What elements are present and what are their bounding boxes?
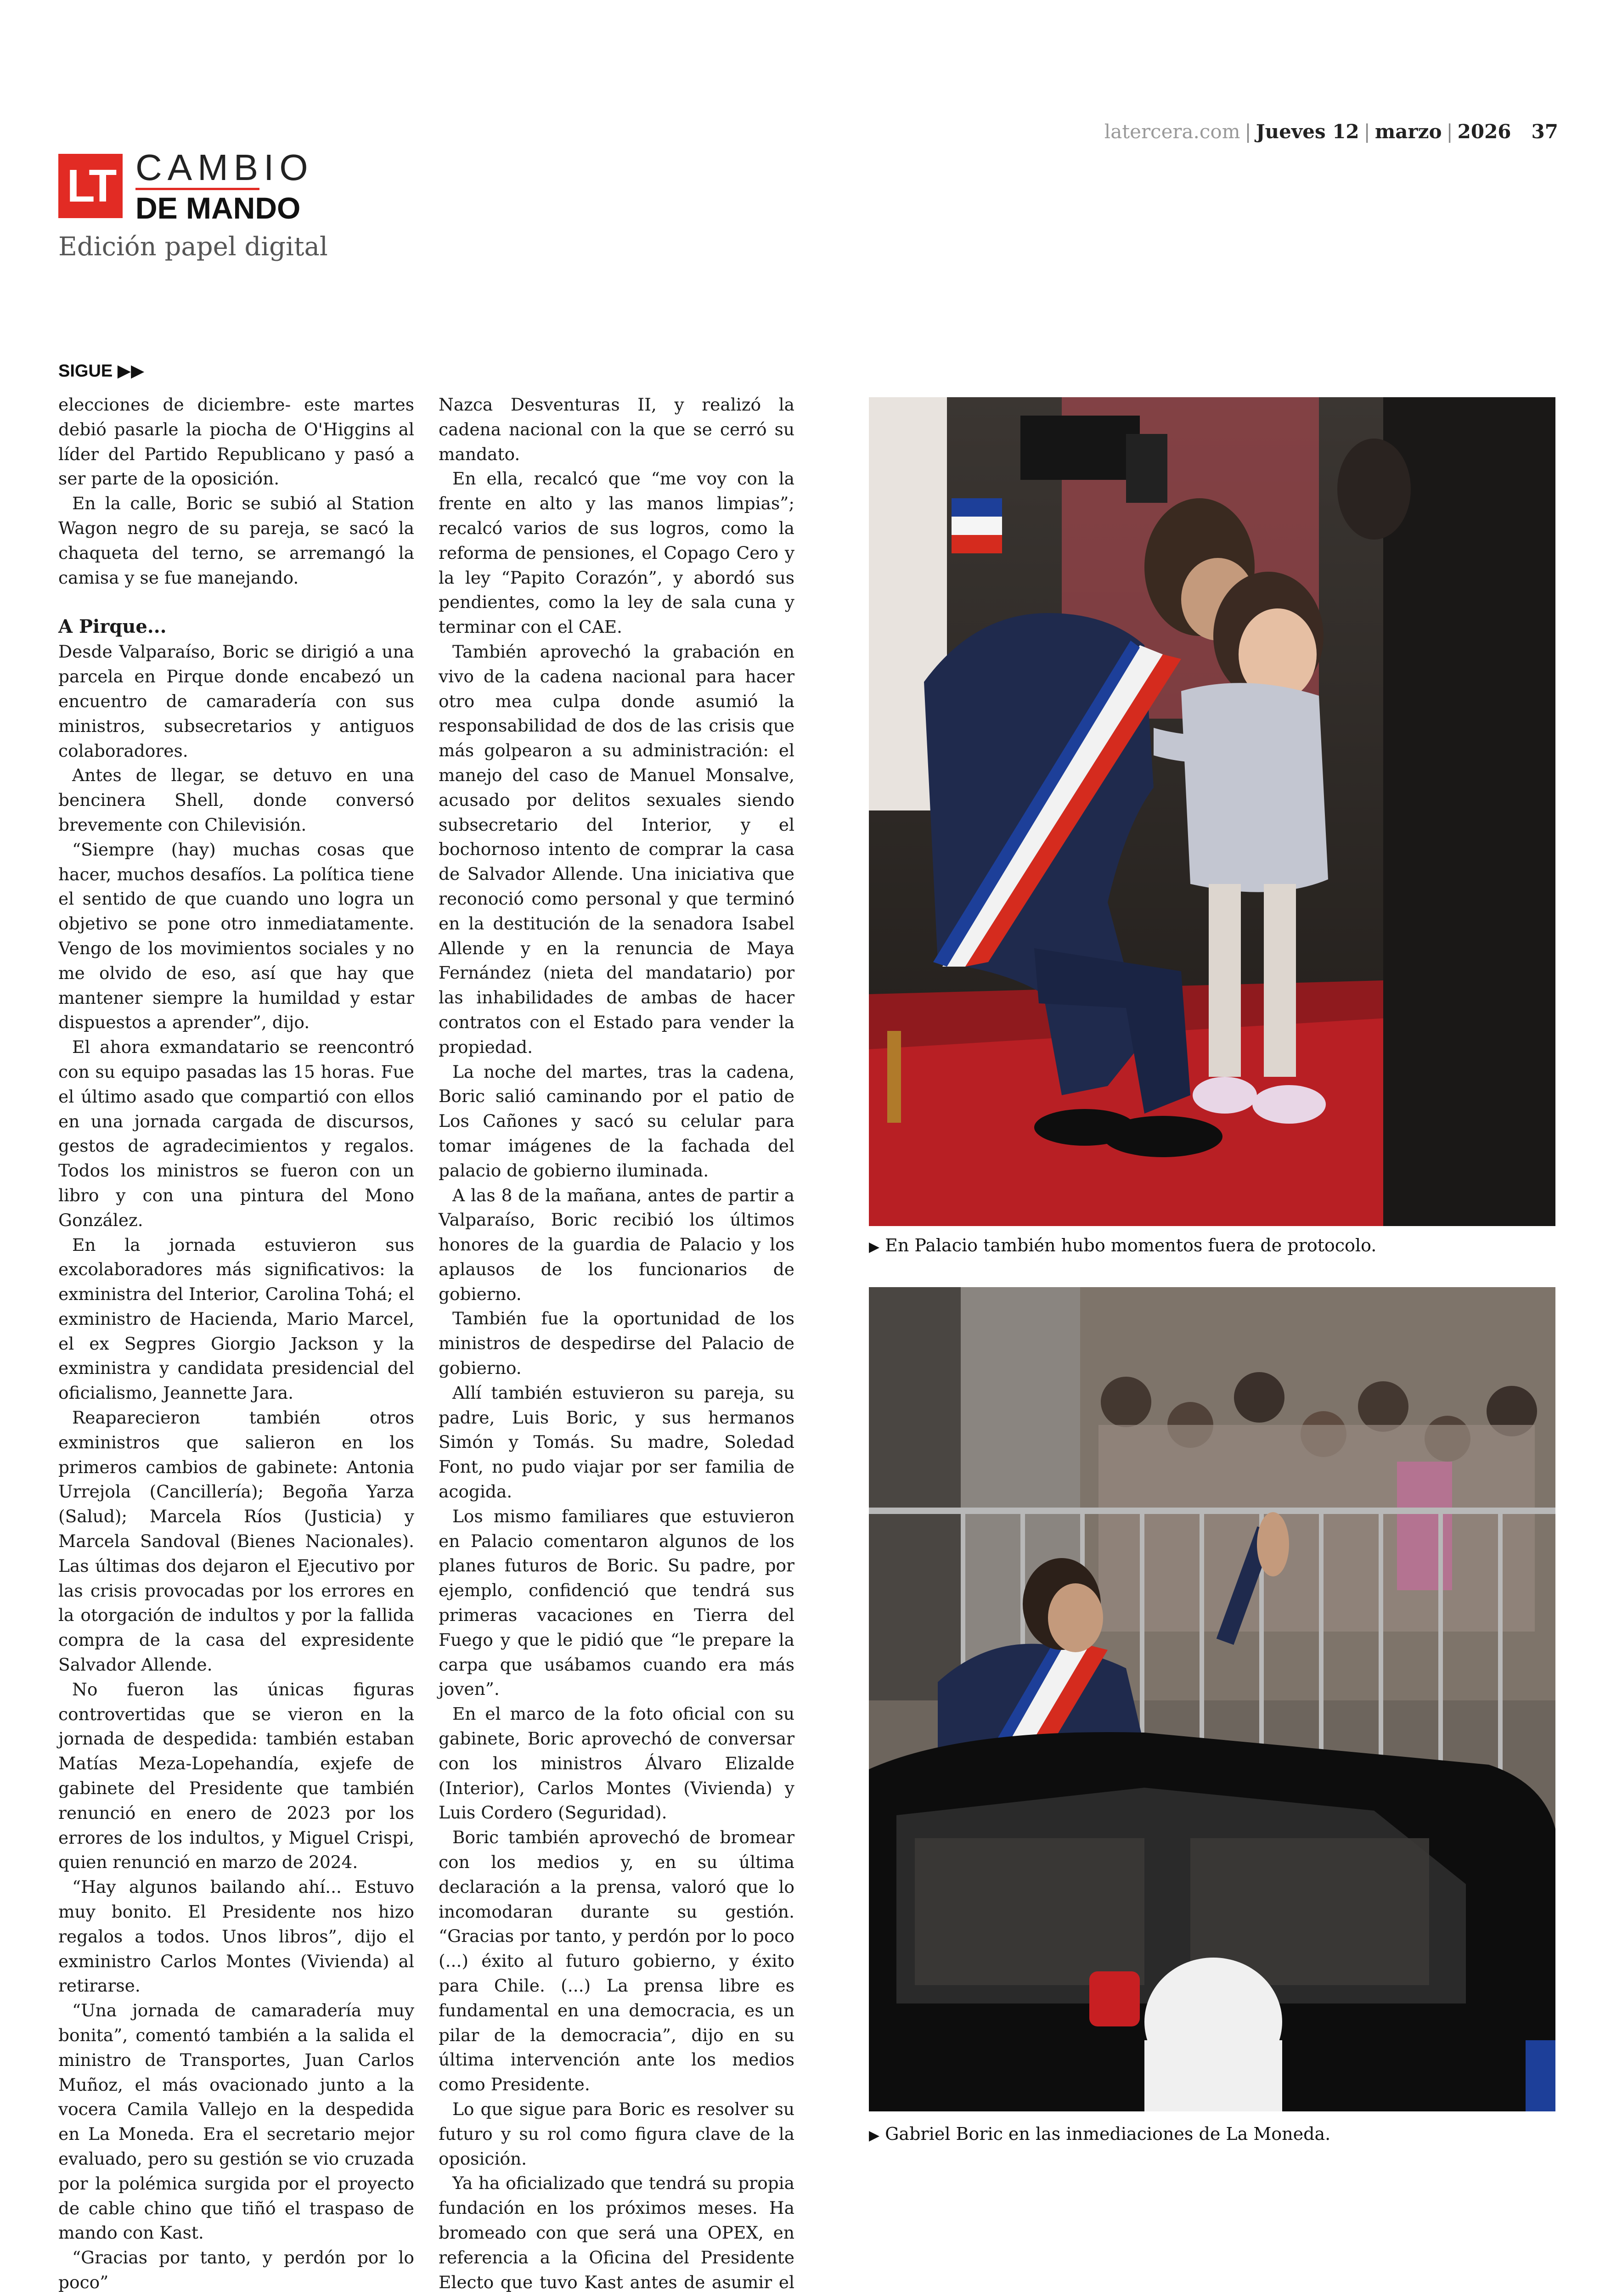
paragraph: Los mismo familiares que estuvieron en Palacio comentaron algunos de los planes futuros de Boric. Su padre, por ejemplo, confidenció que tendrá sus primeras vacaciones en Tierra del Fuego y que le pidió que “le prepare la carpa que usábamos cuando era más joven”. <box>439 1506 794 1699</box>
caption-marker-icon: ▶ <box>869 2127 880 2144</box>
caption-text: Gabriel Boric en las inmediaciones de La Moneda. <box>885 2124 1331 2144</box>
paragraph: Lo que sigue para Boric es resolver su futuro y su rol como figura clave de la oposición. <box>439 2099 794 2169</box>
paragraph: Desde Valparaíso, Boric se dirigió a una parcela en Pirque donde encabezó un encuentro de camaradería con sus ministros, subsecretarios y antiguos colaboradores. <box>58 642 414 761</box>
paragraph: “Hay algunos bailando ahí... Estuvo muy bonito. El Presidente nos hizo regalos a todos. Unos libros”, dijo el exministro Carlos Montes (Vivienda) al retirarse. <box>58 1877 414 1996</box>
edition-label: Edición papel digital <box>58 232 328 262</box>
page-number: 37 <box>1531 120 1558 143</box>
paragraph: “Una jornada de camaradería muy bonita”, comentó también a la salida el ministro de Transportes, Juan Carlos Muñoz, el más ovacionado junto a la vocera Camila Vallejo en la despedida en La Moneda. Era el secretario mejor evaluado, pero su gestión se vio cruzada por la polémica surgida por el proyecto de cable chino que tiñó el traspaso de mando con Kast. <box>58 2000 414 2243</box>
article-column-2 <box>439 393 794 2296</box>
section-title <box>135 149 314 224</box>
subheading: A Pirque... <box>58 616 167 638</box>
photo-boric-hug-illustration <box>869 397 1555 1226</box>
paragraph: En el marco de la foto oficial con su gabinete, Boric aprovechó de conversar con los ministros Álvaro Elizalde (Interior), Carlos Montes (Vivienda) y Luis Cordero (Seguridad). <box>439 1704 794 1823</box>
photo-boric-hug <box>869 397 1555 1226</box>
paragraph: Antes de llegar, se detuvo en una bencinera Shell, donde conversó brevemente con Chilevisión. <box>58 765 414 835</box>
paragraph: También fue la oportunidad de los ministros de despedirse del Palacio de gobierno. <box>439 1308 794 1379</box>
site-name: latercera.com <box>1104 120 1240 143</box>
paragraph: Allí también estuvieron su pareja, su padre, Luis Boric, y sus hermanos Simón y Tomás. Su madre, Soledad Font, no pudo viajar por ser familia de acogida. <box>439 1382 794 1502</box>
paragraph: No fueron las únicas figuras controvertidas que se vieron en la jornada de despedida: también estaban Matías Meza-Lopehandía, exjefe de gabinete del Presidente que también renunció en enero de 2023 por los errores de los indultos, y Miguel Crispi, quien renunció en marzo de 2024. <box>58 1679 414 1873</box>
lt-logo: LT <box>58 154 123 218</box>
caption-marker-icon: ▶ <box>869 1239 880 1255</box>
date-day: Jueves 12 <box>1256 120 1359 143</box>
continued-label: SIGUE ▶▶ <box>58 361 145 381</box>
paragraph: En la jornada estuvieron sus excolaboradores más significativos: la exministra del Interior, Carolina Tohá; el exministro de Hacienda, Mario Marcel, el ex Segpres Giorgio Jackson y la exministra y candidata presidencial del oficialismo, Jeannette Jara. <box>58 1234 414 1403</box>
date-month: marzo <box>1374 120 1442 143</box>
section-title-rule <box>135 188 259 190</box>
date-year: 2026 <box>1457 120 1511 143</box>
article-column-1 <box>58 393 414 2296</box>
paragraph <box>58 2295 414 2296</box>
page-header-meta: latercera.com | Jueves 12 | marzo | 2026 37 <box>1104 120 1558 143</box>
paragraph: Nazca Desventuras II, y realizó la cadena nacional con la que se cerró su mandato. <box>439 394 794 464</box>
caption-text: En Palacio también hubo momentos fuera de protocolo. <box>885 1235 1377 1255</box>
paragraph: Boric también aprovechó de bromear con los medios y, en su última declaración a la prensa, valoró que lo incomodaran durante su gestión. “Gracias por tanto, y perdón por lo poco (...) éxito al futuro gobierno, y éxito para Chile. (...) La prensa libre es fundamental en una democracia, es un pilar de la democracia”, dijo en su última intervención ante los medios como Presidente. <box>439 1827 794 2095</box>
paragraph: “Gracias por tanto, y perdón por lo poco” <box>58 2247 414 2292</box>
photo-caption-1 <box>869 1235 1376 1255</box>
paragraph: A las 8 de la mañana, antes de partir a Valparaíso, Boric recibió los últimos honores de la guardia de Palacio y los aplausos de los funcionarios de gobierno. <box>439 1185 794 1304</box>
paragraph: En la calle, Boric se subió al Station Wagon negro de su pareja, se sacó la chaqueta del terno, se arremangó la camisa y se fue manejando. <box>58 493 414 588</box>
paragraph: “Siempre (hay) muchas cosas que hacer, muchos desafíos. La política tiene el sentido de que cuando uno logra un objetivo se pone otro inmediatamente. Vengo de los movimientos sociales y no me olvido de eso, así que hay que mantener siempre la humildad y estar dispuestos a aprender”, dijo. <box>58 839 414 1033</box>
paragraph: También aprovechó la grabación en vivo de la cadena nacional para hacer otro mea culpa donde asumió la responsabilidad de dos de las crisis que más golpearon a su administración: el manejo del caso de Manuel Monsalve, acusado por delitos sexuales siendo subsecretario del Interior, y el bochornoso intento de comprar la casa de Salvador Allende. Una iniciativa que reconoció como personal y que terminó en la destitución de la senadora Isabel Allende y en la renuncia de Maya Fernández (nieta del mandatario) por las inhabilidades de ambas de hacer contratos con el Estado para vender la propiedad. <box>439 641 794 1057</box>
paragraph: elecciones de diciembre- este martes debió pasarle la piocha de O'Higgins al líder del Partido Republicano y pasó a ser parte de la oposición. <box>58 394 414 489</box>
section-title-line2: DE MANDO <box>135 191 301 225</box>
photo-boric-car-illustration <box>869 1287 1555 2111</box>
paragraph: La noche del martes, tras la cadena, Boric salió caminando por el patio de Los Cañones y sacó su celular para tomar imágenes de la fachada del palacio de gobierno iluminada. <box>439 1061 794 1181</box>
paragraph: El ahora exmandatario se reencontró con su equipo pasadas las 15 horas. Fue el último asado que compartió con ellos en una jornada cargada de discursos, gestos de agradecimientos y regalos. Todos los ministros se fueron con un libro y con una pintura del Mono González. <box>58 1037 414 1230</box>
photo-caption-2 <box>869 2124 1330 2144</box>
paragraph: Reaparecieron también otros exministros que salieron en los primeros cambios de gabinete: Antonia Urrejola (Cancillería); Begoña Yarza (Salud); Marcela Ríos (Justicia) y Marcela Sandoval (Bienes Nacionales). Las últimas dos dejaron el Ejecutivo por las crisis provocadas por los errores en la otorgación de indultos y por la fallida compra de la casa del expresidente Salvador Allende. <box>58 1407 414 1675</box>
paragraph: Ya ha oficializado que tendrá su propia fundación en los próximos meses. Ha bromeado con que será una OPEX, en referencia a la Oficina del Presidente Electo que tuvo Kast antes de asumir el <box>439 2173 794 2292</box>
paragraph: En ella, recalcó que “me voy con la frente en alto y las manos limpias”; recalcó varios de sus logros, como la reforma de pensiones, el Copago Cero y la ley “Papito Corazón”, y abordó sus pendientes, como la ley de sala cuna y terminar con el CAE. <box>439 468 794 637</box>
photo-boric-car <box>869 1287 1555 2111</box>
section-title-line1: CAMBIO <box>135 147 314 188</box>
